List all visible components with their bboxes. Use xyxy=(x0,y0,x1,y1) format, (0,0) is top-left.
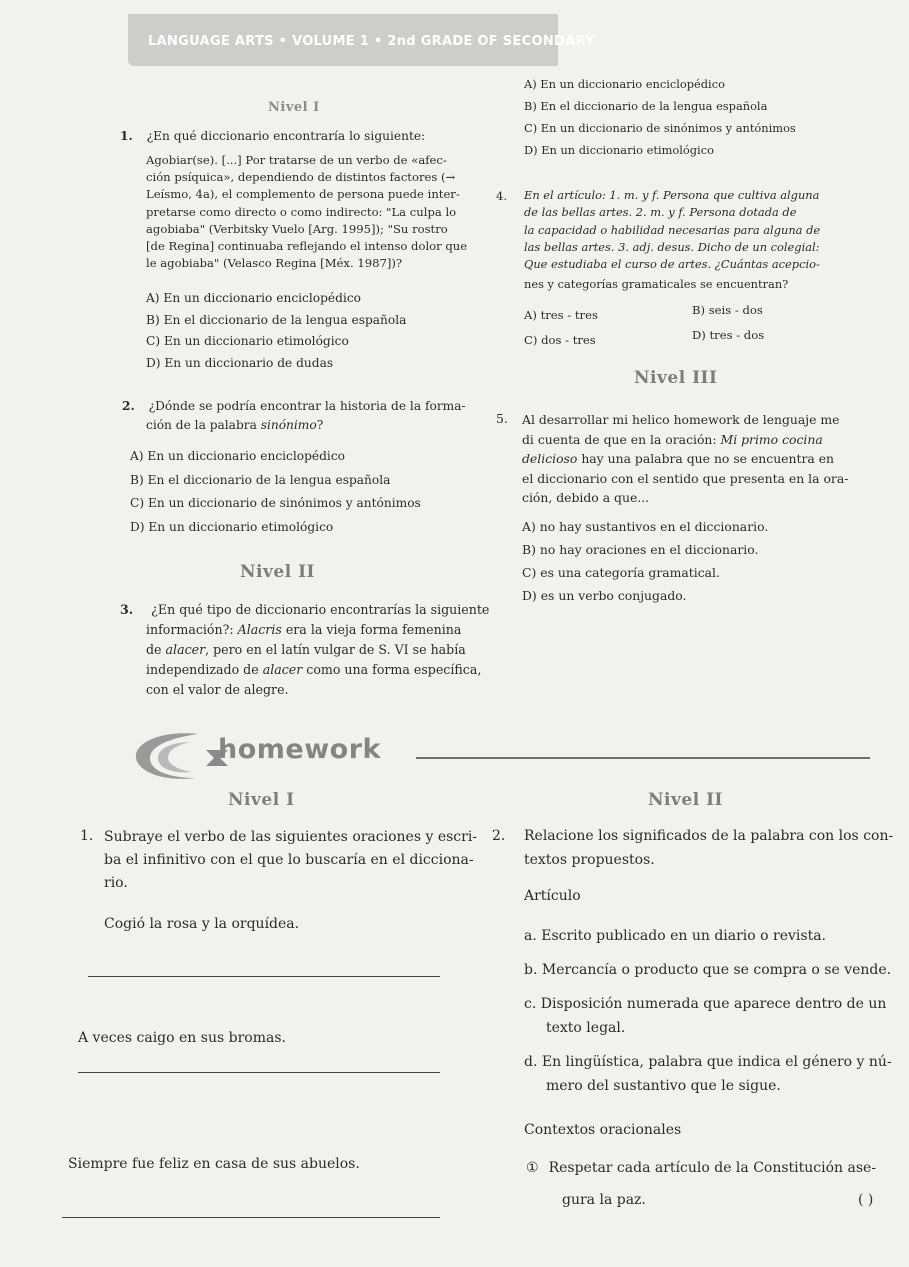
meaning-c: c. Disposición numerada que aparece dentro de un xyxy=(524,996,887,1012)
question-5-options xyxy=(522,515,768,607)
excerpt-line: pretarse como directo o como indirecto: "La culpa lo xyxy=(146,204,457,219)
prompt-text-end: ? xyxy=(316,418,324,432)
question-1-number: 1. xyxy=(120,129,133,143)
italic-word: delicioso xyxy=(522,451,578,466)
context-1-line1: Respetar cada artículo de la Constitución ase- xyxy=(548,1160,877,1176)
question-5-line2 xyxy=(522,430,848,450)
meaning-d-cont: mero del sustantivo que le sigue. xyxy=(546,1078,781,1094)
option-c: C) es una categoría gramatical. xyxy=(522,565,720,580)
question-1-excerpt xyxy=(146,152,467,272)
question-3 xyxy=(120,600,489,700)
question-5-line3 xyxy=(522,449,848,469)
option-a: A) no hay sustantivos en el diccionario. xyxy=(522,519,769,534)
excerpt-line: Agobiar(se). [...] Por tratarse de un verbo de «afec- xyxy=(146,153,447,167)
question-5-line4: el diccionario con el sentido que presenta en la ora- xyxy=(522,470,849,486)
question-3-line5: con el valor de alegre. xyxy=(146,682,289,697)
option-d: D) es un verbo conjugado. xyxy=(522,588,687,603)
question-4-text xyxy=(524,187,820,273)
question-3-number: 3. xyxy=(120,602,134,617)
homework-1-sentence-3: Siempre fue feliz en casa de sus abuelos. xyxy=(68,1156,360,1172)
option-a: A) En un diccionario enciclopédico xyxy=(130,449,345,463)
question-4-line: de las bellas artes. 2. m. y f. Persona dotada de xyxy=(524,205,797,220)
homework-1-sentence-2: A veces caigo en sus bromas. xyxy=(78,1030,286,1046)
option-b: B) En el diccionario de la lengua española xyxy=(146,312,407,327)
option-c: C) En un diccionario de sinónimos y antónimos xyxy=(130,496,421,510)
question-5-number: 5. xyxy=(496,411,508,426)
excerpt-line: [de Regina] continuaba reflejando el intenso dolor que xyxy=(146,239,468,254)
text: información?: xyxy=(146,622,238,637)
nivel-2-title: Nivel II xyxy=(240,562,315,582)
context-1 xyxy=(526,1158,876,1178)
question-4-line: En el artículo: 1. m. y f. Persona que cultiva alguna xyxy=(524,188,820,202)
option-b: B) En el diccionario de la lengua española xyxy=(524,99,768,113)
text: independizado de xyxy=(146,662,263,677)
question-2-number: 2. xyxy=(122,399,135,413)
option-d: D) En un diccionario etimológico xyxy=(130,519,334,534)
text: , pero en el latín vulgar de S. VI se había xyxy=(205,642,466,657)
excerpt-line: le agobiaba" (Velasco Regina [Méx. 1987])? xyxy=(146,256,403,271)
instruction-line: Subraye el verbo de las siguientes oraciones y escri- xyxy=(104,829,478,845)
option-b: B) no hay oraciones en el diccionario. xyxy=(522,542,759,557)
excerpt-line: ción psíquica», dependiendo de distintos factores (→ xyxy=(146,170,456,185)
question-2-options xyxy=(130,445,421,539)
context-1-answer-box[interactable]: ( ) xyxy=(858,1192,874,1208)
answer-line-2[interactable] xyxy=(78,1072,440,1073)
question-4-last-line: nes y categorías gramaticales se encuentran? xyxy=(524,277,789,291)
instruction-line: rio. xyxy=(104,875,128,891)
header-title: LANGUAGE ARTS • VOLUME 1 • 2nd GRADE OF SECONDARY xyxy=(148,34,595,49)
excerpt-line: Leísmo, 4a), el complemento de persona puede inter- xyxy=(146,187,460,202)
question-4-line: la capacidad o habilidad necesarias para alguna de xyxy=(524,222,821,237)
homework-nivel-1-title: Nivel I xyxy=(228,790,295,810)
italic-word: alacer xyxy=(262,662,303,677)
question-4-option-d: D) tres - dos xyxy=(692,328,765,342)
context-1-line2: gura la paz. xyxy=(562,1192,646,1208)
question-3-line3 xyxy=(146,640,489,660)
option-c: C) En un diccionario etimológico xyxy=(146,334,349,348)
italic-phrase: Mi primo cocina xyxy=(720,431,823,447)
homework-nivel-2-title: Nivel II xyxy=(648,790,723,810)
question-1-continued-options xyxy=(524,73,796,161)
italic-word: alacer xyxy=(165,642,206,657)
italic-word: Alacris xyxy=(237,622,282,637)
question-4-line: las bellas artes. 3. adj. desus. Dicho de un colegial: xyxy=(524,239,820,254)
text: era la vieja forma femenina xyxy=(281,622,462,637)
question-4-option-a: A) tres - tres xyxy=(524,308,598,322)
homework-1-instructions xyxy=(104,826,477,895)
option-d: D) En un diccionario etimológico xyxy=(524,143,714,157)
question-4-line: Que estudiaba el curso de artes. ¿Cuántas acepcio- xyxy=(524,257,820,272)
question-2-prompt-line1: ¿Dónde se podría encontrar la historia de la forma- xyxy=(148,399,466,413)
question-5-line5: ción, debido a que... xyxy=(522,490,650,505)
context-number-marker: ① xyxy=(526,1160,539,1176)
question-4-number: 4. xyxy=(496,189,508,203)
option-b: B) En el diccionario de la lengua española xyxy=(130,472,391,487)
text: de xyxy=(146,642,166,657)
homework-2-word: Artículo xyxy=(524,888,581,904)
contexts-title: Contextos oracionales xyxy=(524,1122,682,1138)
question-3-line2 xyxy=(146,620,489,640)
question-2-prompt-line2 xyxy=(146,416,323,434)
question-5-text xyxy=(522,410,848,508)
text: hay una palabra que no se encuentra en xyxy=(577,451,835,466)
question-4-option-c: C) dos - tres xyxy=(524,333,596,347)
meaning-b: b. Mercancía o producto que se compra o se vende. xyxy=(524,962,892,978)
question-2 xyxy=(122,397,466,415)
question-3-line4 xyxy=(146,660,489,680)
question-1 xyxy=(120,127,425,145)
homework-1-sentence-1: Cogió la rosa y la orquídea. xyxy=(104,916,300,932)
meaning-d: d. En lingüística, palabra que indica el género y nú- xyxy=(524,1054,892,1070)
answer-line-1[interactable] xyxy=(88,976,440,977)
option-a: A) En un diccionario enciclopédico xyxy=(524,77,725,91)
instruction-line: ba el infinitivo con el que lo buscaría en el diccionа- xyxy=(104,852,474,868)
homework-1-number: 1. xyxy=(80,828,94,844)
homework-rule xyxy=(416,757,870,759)
prompt-text: ción de la palabra xyxy=(146,418,261,432)
homework-2-number: 2. xyxy=(492,828,506,844)
homework-2-line2: textos propuestos. xyxy=(524,852,655,868)
question-5-line1: Al desarrollar mi helico homework de lenguaje me xyxy=(522,412,840,427)
text: como una forma específica, xyxy=(302,662,482,677)
nivel-3-title: Nivel III xyxy=(634,368,718,388)
option-c: C) En un diccionario de sinónimos y antónimos xyxy=(524,121,796,135)
excerpt-line: agobiaba" (Verbitsky Vuelo [Arg. 1995]); "Su rostro xyxy=(146,221,448,236)
question-1-options xyxy=(146,288,406,374)
question-3-line1: ¿En qué tipo de diccionario encontrarías la siguiente xyxy=(151,602,490,617)
option-a: A) En un diccionario enciclopédico xyxy=(146,291,361,305)
question-4-option-b: B) seis - dos xyxy=(692,303,763,317)
meaning-a: a. Escrito publicado en un diario o revista. xyxy=(524,928,827,944)
question-1-prompt: ¿En qué diccionario encontraría lo siguiente: xyxy=(146,129,426,143)
homework-title: homework xyxy=(218,734,381,765)
answer-line-3[interactable] xyxy=(62,1217,440,1218)
meaning-c-cont: texto legal. xyxy=(546,1020,626,1036)
prompt-italic-word: sinónimo xyxy=(260,418,317,432)
nivel-1-title: Nivel I xyxy=(268,100,320,115)
text: di cuenta de que en la oración: xyxy=(522,431,721,447)
homework-2-line1: Relacione los significados de la palabra con los con- xyxy=(524,828,894,844)
option-d: D) En un diccionario de dudas xyxy=(146,355,334,370)
